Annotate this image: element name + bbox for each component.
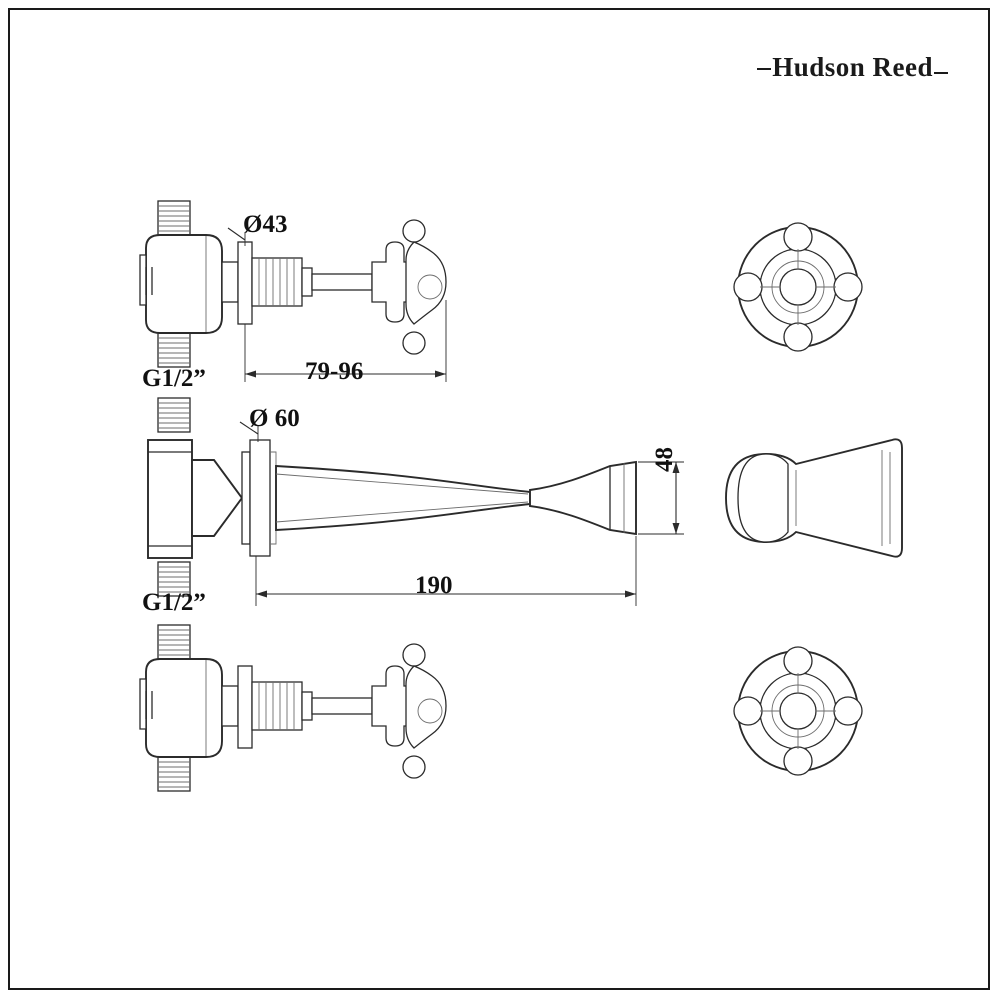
- dim-label-spout-projection: 190: [415, 572, 453, 599]
- dim-label-spout-outlet-height: 48: [651, 447, 678, 472]
- dim-label-valve-projection: 79-96: [305, 358, 364, 385]
- crosshead-top-front-view: [734, 223, 862, 351]
- dim-label-thread-size-bottom: G1/2”: [142, 589, 206, 616]
- spout-side-view: [148, 398, 636, 596]
- spout-front-view: [726, 439, 902, 556]
- crosshead-bottom-front-view: [734, 647, 862, 775]
- dim-outlet-48: [638, 462, 684, 534]
- dim-label-spout-flange-dia: Ø 60: [249, 405, 300, 432]
- dim-label-thread-size-top: G1/2”: [142, 365, 206, 392]
- valve-bottom-side-view: [140, 625, 446, 791]
- brand-name: Hudson Reed: [772, 52, 933, 82]
- valve-top-side-view: [140, 201, 446, 367]
- dim-label-valve-flange-dia-top: Ø43: [243, 211, 288, 238]
